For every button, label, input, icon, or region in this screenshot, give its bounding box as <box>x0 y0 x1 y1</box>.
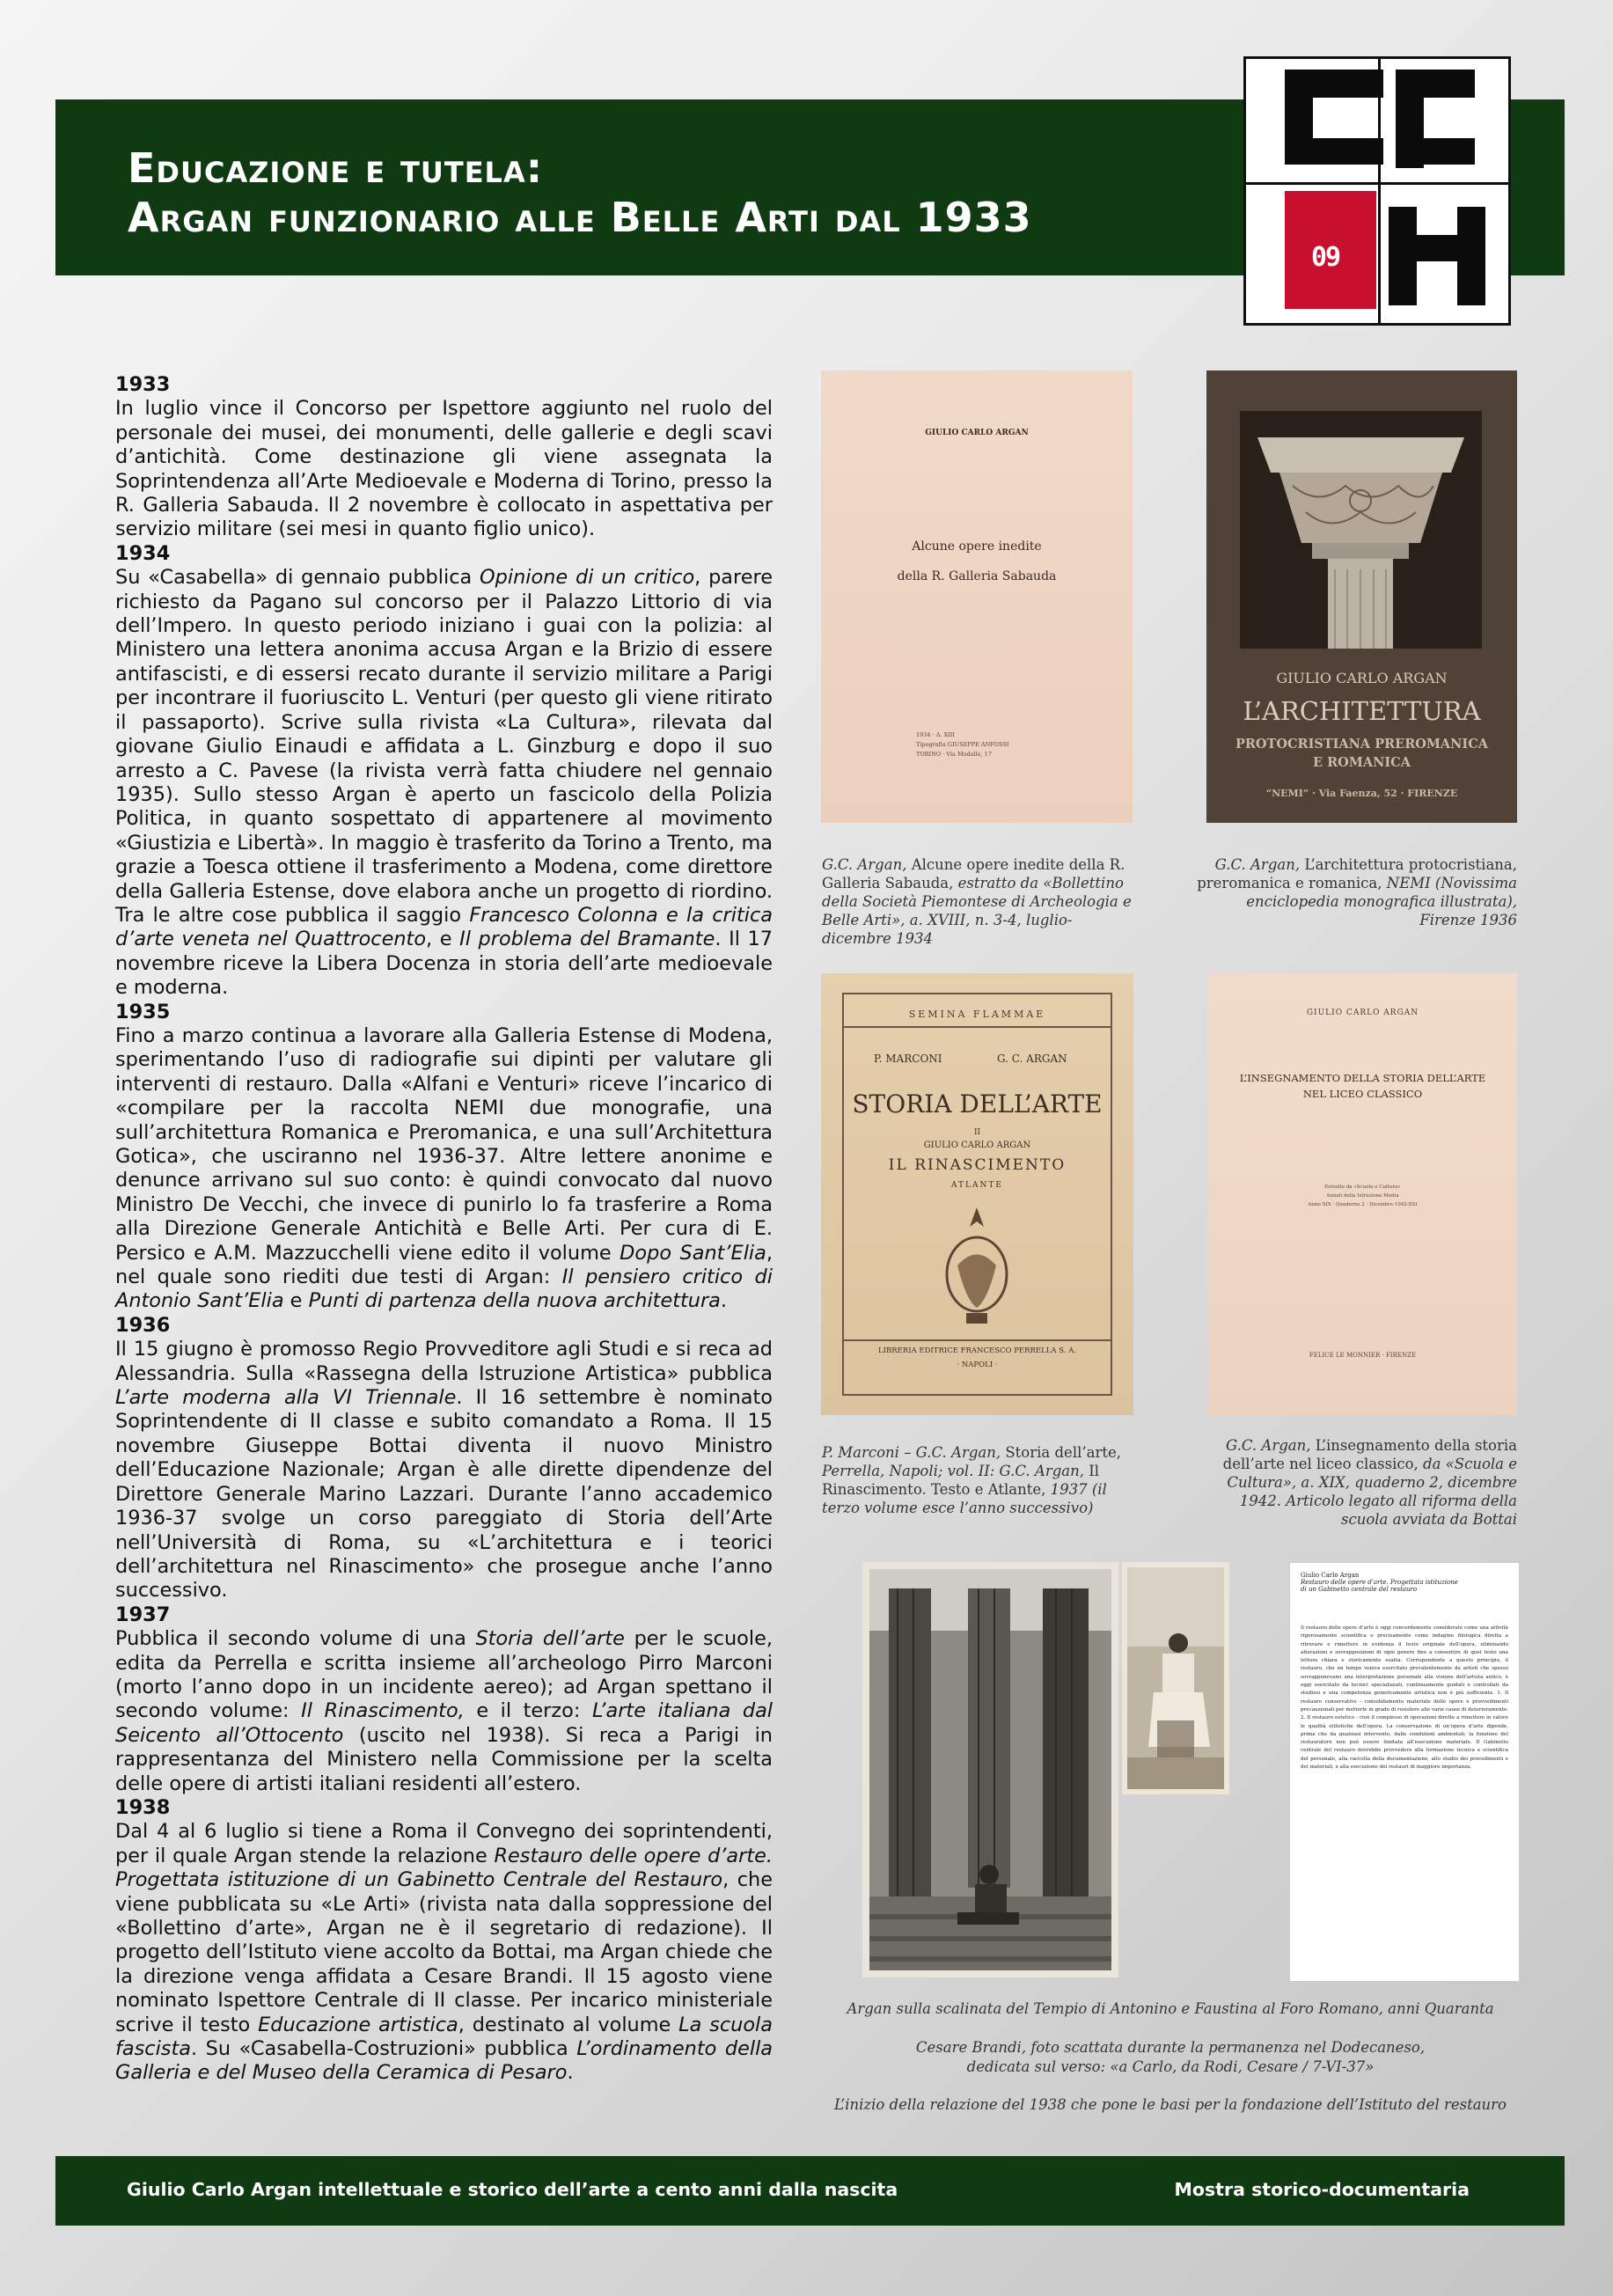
book4-author: GIULIO CARLO ARGAN <box>1306 1009 1419 1017</box>
emblem-icon <box>931 1204 1023 1336</box>
timeline-1935-segment: Il pensiero critico di Antonio Sant’Elia <box>115 1265 773 1313</box>
book3-vol: II <box>973 1128 981 1137</box>
book-cover-insegnamento <box>1208 973 1517 1415</box>
book4-note-2: Annali della Istruzione Media <box>1326 1193 1399 1199</box>
timeline-1934-segment: Su «Casabella» di gennaio pubblica <box>115 566 480 590</box>
document-title-2: di un Gabinetto centrale del restauro <box>1301 1586 1418 1593</box>
footer-exhibition-type: Mostra storico-documentaria <box>1174 2179 1470 2200</box>
logo-mark: 09 <box>1311 242 1340 273</box>
book4-title-1: L’INSEGNAMENTO DELLA STORIA DELL’ARTE <box>1239 1072 1486 1084</box>
caption-c3-segment: P. Marconi – G.C. Argan, <box>822 1444 1006 1461</box>
timeline-year-1935: 1935 <box>115 1000 171 1023</box>
footer-exhibition-title: Giulio Carlo Argan intellettuale e storico dell’arte a cento anni dalla nascita <box>127 2179 898 2200</box>
caption-book-3 <box>822 1443 1139 1517</box>
book-cover-storia-dell-arte <box>821 973 1133 1415</box>
timeline-1934-segment: , parere richiesto da Pagano sul concorso per il Palazzo Littorio di via dell’Impero. In questo periodo iniziano i guai con la polizia: al Ministero una lettera anonima accusa Argan e la Brizio di essere antifascisti, e di essersi recato durante il servizio militare a Parigi per incontrare il fuoriuscito L. Venturi (per questo gli viene ritirato il passaporto). Scrive sulla rivista «La Cultura», rilevata dal giovane Giulio Einaudi e affidata a L. Ginzburg e dopo il suo arresto a C. Pavese (la rivista verrà fatta chiudere nel gennaio 1935). Sullo stesso Argan è aperto un fascicolo della Polizia Politica, in quanto sospettato di appartenere al movimento «Giustizia e Libertà». In maggio è trasferito da Torino a Trento, ma grazie a Toesca ottiene il trasferimento a Modena, come direttore della Galleria Estense, dove elabora anche un progetto di riordino. Tra le altre cose pubblica il saggio <box>115 566 773 927</box>
title-line-2: Argan funzionario alle Belle Arti dal 1933 <box>128 194 1032 241</box>
timeline-1935-segment: , nel quale sono riediti due testi di Argan: <box>115 1241 773 1289</box>
caption-photo-brandi-2: dedicata sul verso: «a Carlo, da Rodi, Cesare / 7-VI-37» <box>966 2058 1375 2075</box>
timeline-paragraph-1938 <box>115 1820 773 2085</box>
timeline-1938-segment: . <box>567 2061 574 2085</box>
timeline-1936-segment: Il 15 giugno è promosso Regio Provveditore agli Studi e si reca ad Alessandria. Sulla «Rassegna della Istruzione Artistica» pubblica <box>115 1338 773 1385</box>
book4-note-3: Anno XIX · Quaderno 2 · Dicembre 1942-XXI <box>1308 1202 1418 1207</box>
book2-publisher: “NEMI” · Via Faenza, 52 · FIRENZE <box>1265 788 1458 799</box>
photo-argan-temple <box>862 1562 1118 1977</box>
caption-c3-segment: Storia dell’arte, <box>1005 1444 1121 1461</box>
footer-band <box>55 2156 1565 2226</box>
timeline-1938-segment: Dal 4 al 6 luglio si tiene a Roma il Convegno dei soprintendenti, per il quale Argan stende la relazione <box>115 1820 773 1867</box>
timeline-1935-segment: Dopo Sant’Elia <box>620 1241 766 1265</box>
column-capital-icon <box>1240 411 1482 649</box>
timeline-year-1937: 1937 <box>115 1603 171 1626</box>
timeline-paragraph-1935 <box>115 1024 773 1314</box>
timeline-paragraph-1933 <box>115 397 773 541</box>
book3-byline: GIULIO CARLO ARGAN <box>923 1141 1031 1150</box>
caption-c2-segment: L’architettura protocristiana, preromanica e romanica, <box>1197 856 1517 891</box>
timeline-1934-segment: Il problema del Bramante <box>459 928 715 951</box>
book1-title-line2: della R. Galleria Sabauda <box>897 569 1057 583</box>
caption-c1-segment: G.C. Argan, <box>822 856 912 873</box>
temple-photo-icon <box>862 1562 1118 1977</box>
caption-c2-segment: G.C. Argan, <box>1214 856 1305 873</box>
caption-book-1 <box>822 855 1139 948</box>
photo-cesare-brandi <box>1122 1562 1229 1794</box>
caption-c4-segment: L’insegnamento della storia dell’arte nel liceo classico, <box>1222 1437 1517 1472</box>
book3-author-left: P. MARCONI <box>874 1053 942 1065</box>
book3-city: · NAPOLI · <box>957 1361 998 1369</box>
timeline-1937-segment: e il terzo: <box>464 1699 592 1723</box>
book3-publisher: LIBRERIA EDITRICE FRANCESCO PERRELLA S. A. <box>877 1346 1077 1355</box>
book4-title-2: NEL LICEO CLASSICO <box>1302 1088 1423 1100</box>
book3-author-right: G. C. ARGAN <box>997 1053 1067 1065</box>
timeline-1938-segment: Educazione artistica <box>258 2013 458 2036</box>
book2-subtitle-1: PROTOCRISTIANA PREROMANICA <box>1235 737 1489 752</box>
book4-publisher: FELICE LE MONNIER · FIRENZE <box>1309 1352 1417 1359</box>
timeline-year-1936: 1936 <box>115 1313 171 1337</box>
book-cover-galleria-sabauda <box>821 370 1133 823</box>
book1-imprint-3: TORINO · Via Modalle, 17 <box>916 751 992 758</box>
timeline-1934-segment: . Il 17 novembre riceve la Libera Docenza in storia dell’arte medioevale e moderna. <box>115 928 773 1000</box>
timeline-1934-segment: , e <box>426 928 460 951</box>
book1-imprint-2: Tipografia GIUSEPPE ANFOSSI <box>916 741 1009 748</box>
timeline-paragraph-1934 <box>115 566 773 1000</box>
exhibition-logo <box>1243 56 1511 326</box>
timeline-1938-segment: Restauro delle opere d’arte. Progettata istituzione di un Gabinetto Centrale del Restauro <box>115 1844 774 1892</box>
timeline-1937-segment: L’arte italiana dal Seicento all’Ottocento <box>115 1699 774 1747</box>
timeline-1935-segment: e <box>283 1289 309 1313</box>
timeline-paragraph-1936 <box>115 1338 773 1603</box>
document-relazione-1938 <box>1289 1562 1520 1982</box>
caption-c3-segment: Il Rinascimento. Testo e Atlante, <box>822 1463 1100 1498</box>
caption-c2-segment: NEMI (Novissima enciclopedia monografica illustrata), Firenze 1936 <box>1246 875 1517 928</box>
timeline-1938-segment: , destinato al volume <box>458 2013 679 2036</box>
document-author: Giulio Carlo Argan <box>1301 1572 1360 1579</box>
book1-author: GIULIO CARLO ARGAN <box>925 429 1029 437</box>
timeline-text <box>115 373 773 2086</box>
book3-subject: IL RINASCIMENTO <box>888 1156 1067 1174</box>
book1-title-line1: Alcune opere inedite <box>912 539 1042 554</box>
document-body: Il restauro delle opere d’arte è oggi concordemente considerato come una attività rigorosamente scientifica e precisamente come indagine filologica diretta a ritrovare e rimettere in evidenza il testo originale dell’opera, eliminando alterazioni e sovrapposizioni di ogni genere fino a consentire di quel testo una lettura chiara e storicamente esatta. Corrispondente a questo principio, il restauro, che un tempo veniva esercitato prevalentemente da artisti che spesso sovrapponevano una interpretazione personale alla visione dell’artista antico, è oggi esercitato da tecnici specializzati, continuamente guidati e controllati da studiosi e una competenza genericamente artistica non è più sufficiente. 1. Il restauro conservativo - consolidamento materiale delle opere e provvedimenti precauzionali per metterle in grado di resistere alle varie cause di deterioramento. 2. Il restauro estetico - cioè il complesso di operazioni dirette a rimettere in valore le qualità stilistiche dell’opera. La conservazione di un’opera d’arte dipende, prima che da qualsiasi intervento, dalle condizioni ambientali; la funzione del restauratore non può essere limitata all’esecuzione materiale. Il Gabinetto centrale del restauro dovrebbe provvedere alla formazione tecnica e scientifica del personale, alla raccolta della documentazione, allo studio dei procedimenti e dei materiali, e alla esecuzione dei restauri di maggiore importanza. <box>1301 1625 1508 1771</box>
caption-c4-segment: da «Scuola e Cultura», a. XIX, quaderno 2, dicembre 1942. Articolo legato all riforma della scuola avviata da Bottai <box>1227 1456 1517 1528</box>
caption-c3-segment: 1937 (il terzo volume esce l’anno successivo) <box>822 1481 1107 1516</box>
timeline-1938-segment: L’ordinamento della Galleria e del Museo della Ceramica di Pesaro <box>115 2037 774 2085</box>
timeline-1938-segment: La scuola fascista <box>115 2013 773 2061</box>
timeline-1936-segment: L’arte moderna alla VI Triennale <box>115 1386 457 1410</box>
page-title <box>128 143 1032 242</box>
timeline-1937-segment: per le scuole, edita da Perrella e scritta insieme all’archeologo Pirro Marconi (morto l’anno dopo in un incidente aereo); ad Argan spettano il secondo volume: <box>115 1627 773 1723</box>
caption-c1-segment: estratto da «Bollettino della Società Piemontese di Archeologia e Belle Arti», a. XVIII, n. 3-4, luglio-dicembre 1934 <box>822 875 1132 947</box>
timeline-1937-segment: Storia dell’arte <box>475 1627 625 1651</box>
book1-imprint-1: 1934 · A. XIII <box>916 731 955 738</box>
book2-author: GIULIO CARLO ARGAN <box>1276 670 1448 686</box>
timeline-1938-segment: , che viene pubblicata su «Le Arti» (rivista nata dalla soppressione del «Bollettino d’arte», Argan ne è il segretario di redazione). Il progetto dell’Istituto viene accolto da Bottai, ma Argan chiede che la direzione venga affidata a Cesare Brandi. Il 15 agosto viene nominato Ispettore Centrale di II classe. Per incarico ministeriale scrive il testo <box>115 1868 774 2036</box>
timeline-1938-segment: . Su «Casabella-Costruzioni» pubblica <box>190 2037 577 2061</box>
timeline-year-1934: 1934 <box>115 541 171 565</box>
book-cover-architettura-protocristiana <box>1206 370 1517 823</box>
caption-document: L’inizio della relazione del 1938 che pone le basi per la fondazione dell’Istituto del restauro <box>833 2096 1507 2113</box>
book3-title: STORIA DELL’ARTE <box>852 1089 1103 1119</box>
brandi-photo-icon <box>1122 1562 1229 1794</box>
timeline-paragraph-1937 <box>115 1627 773 1796</box>
caption-book-2 <box>1190 855 1517 929</box>
timeline-year-1933: 1933 <box>115 373 171 396</box>
timeline-year-1938: 1938 <box>115 1795 171 1819</box>
book4-note-1: Estratto da «Scuola e Cultura» <box>1324 1185 1401 1190</box>
caption-photo-brandi-1: Cesare Brandi, foto scattata durante la permanenza nel Dodecaneso, <box>915 2039 1426 2056</box>
title-line-1: Educazione e tutela: <box>128 144 544 192</box>
document-title-1: Restauro delle opere d’arte. Progettata istituzione <box>1301 1579 1458 1586</box>
timeline-1935-segment: Punti di partenza della nuova architettura <box>308 1289 721 1313</box>
caption-photo-temple: Argan sulla scalinata del Tempio di Antonino e Faustina al Foro Romano, anni Quaranta <box>847 2000 1494 2017</box>
caption-c1-segment: Alcune opere inedite della R. Galleria Sabauda, <box>822 856 1125 891</box>
timeline-1936-segment: . Il 16 settembre è nominato Soprintendente di II classe e subito comandato a Roma. Il 15 novembre Giuseppe Bottai diventa il nuovo Ministro dell’Educazione Nazionale; Argan è alle dirette dipendenze del Direttore Generale Marino Lazzari. Durante l’anno accademico 1936-37 svolge un corso pareggiato di Storia dell’Arte nell’Università di Roma, su «L’architettura e i teorici dell’architettura nel Rinascimento» che prosegue anche l’anno successivo. <box>115 1386 773 1603</box>
timeline-1937-segment: Il Rinascimento, <box>301 1699 465 1723</box>
timeline-1935-segment: . <box>720 1289 728 1313</box>
timeline-1934-segment: Francesco Colonna e la critica d’arte veneta nel Quattrocento <box>115 903 773 951</box>
capital-photo <box>1240 411 1482 649</box>
book2-subtitle-2: E ROMANICA <box>1313 755 1411 770</box>
timeline-1937-segment: (uscito nel 1938). Si reca a Parigi in rappresentanza del Ministero nella Commissione per la scelta delle opere di artisti italiani residenti all’estero. <box>115 1723 774 1795</box>
caption-c3-segment: Perrella, Napoli; vol. II: G.C. Argan, <box>822 1463 1089 1479</box>
caption-book-4 <box>1190 1436 1517 1529</box>
book2-title: L’ARCHITETTURA <box>1243 696 1481 726</box>
timeline-1933-segment: In luglio vince il Concorso per Ispettore aggiunto nel ruolo del personale dei musei, dei monumenti, delle gallerie e degli scavi d’antichità. Come destinazione gli viene assegnata la Soprintendenza all’Arte Medioevale e Moderna di Torino, presso la R. Galleria Sabauda. Il 2 novembre è collocato in aspettativa per servizio militare (sei mesi in quanto figlio unico). <box>115 397 773 541</box>
timeline-1935-segment: Fino a marzo continua a lavorare alla Galleria Estense di Modena, sperimentando l’uso di radiografie sui dipinti per valutare gli interventi di restauro. Dalla «Alfani e Venturi» riceve l’incarico di «compilare per la raccolta NEMI due monografie, una sull’architettura Romanica e Preromanica, e una sull’Architettura Gotica», che usciranno nel 1936-37. Altre lettere anonime e denunce arrivano sul suo conto: è quindi convocato dal nuovo Ministro De Vecchi, che invece di punirlo lo fa trasferire a Roma alla Direzione Generale Antichità e Belle Arti. Per cura di E. Persico e A.M. Mazzucchelli viene edito il volume <box>115 1023 773 1265</box>
timeline-1937-segment: Pubblica il secondo volume di una <box>115 1627 476 1651</box>
caption-c4-segment: G.C. Argan, <box>1226 1437 1316 1454</box>
book3-atlas: ATLANTE <box>951 1181 1003 1190</box>
timeline-1934-segment: Opinione di un critico <box>480 566 695 590</box>
book3-series: SEMINA FLAMMAE <box>908 1009 1046 1020</box>
